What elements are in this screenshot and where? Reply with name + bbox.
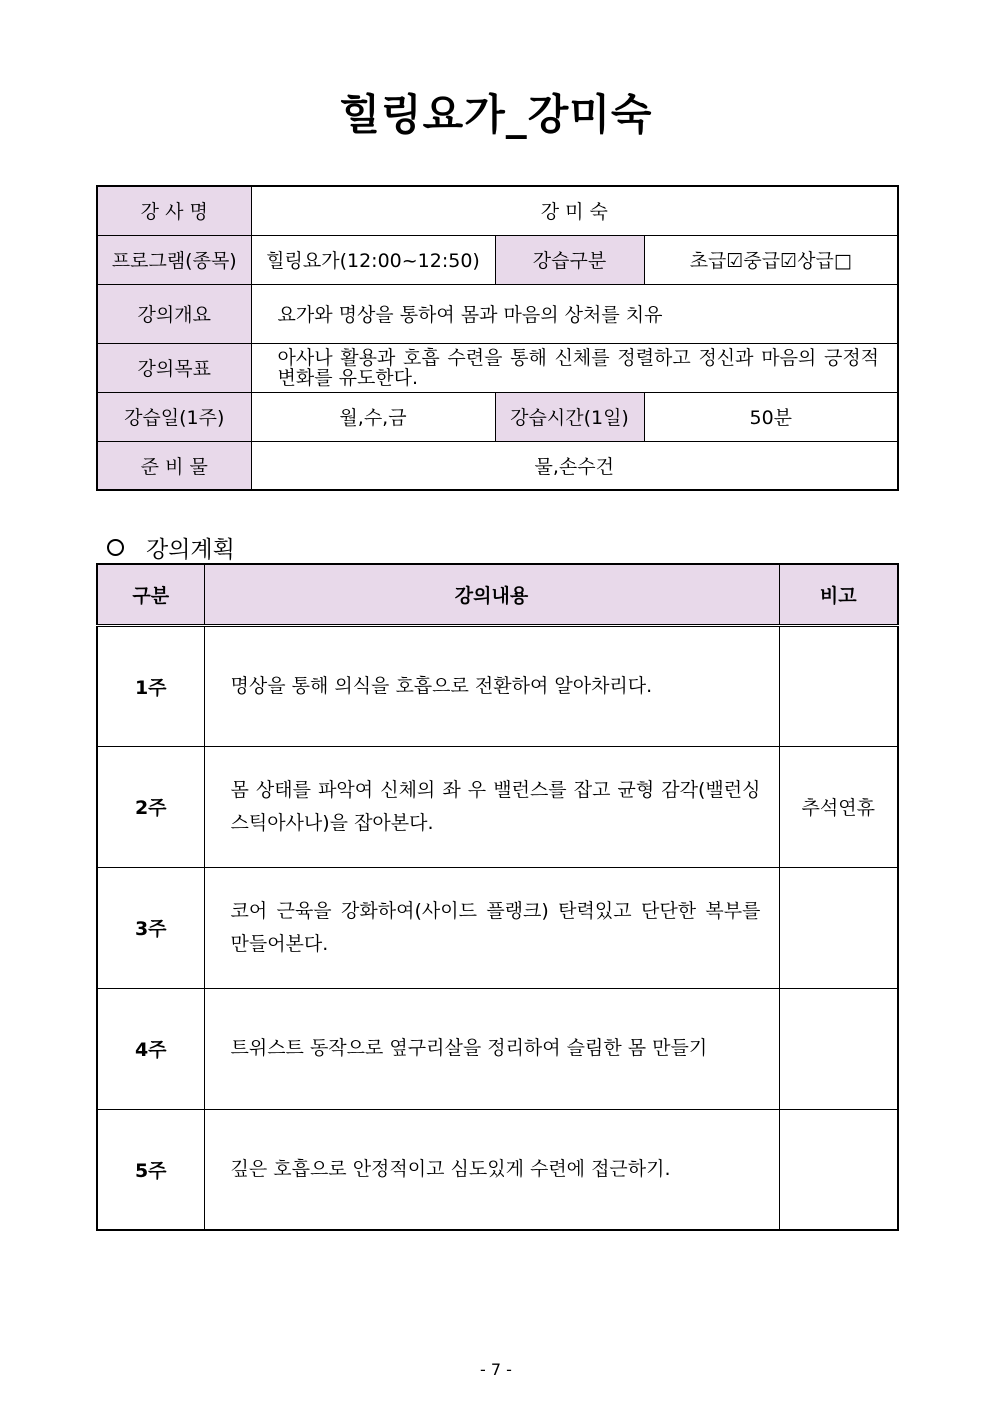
instructor-value: 강 미 숙 [251, 186, 898, 235]
week-cell: 3주 [97, 867, 204, 988]
plan-section-heading [107, 531, 235, 564]
schedule-row [97, 392, 898, 441]
content-cell: 코어 근육을 강화하여(사이드 플랭크) 탄력있고 단단한 복부를 만들어본다. [204, 867, 779, 988]
table-row [97, 988, 898, 1109]
duration-label: 강습시간(1일) [495, 392, 644, 441]
supplies-label: 준 비 물 [97, 441, 251, 490]
header-note: 비고 [779, 564, 898, 625]
table-row [97, 625, 898, 746]
plan-header-row [97, 564, 898, 625]
content-cell: 명상을 통해 의식을 호흡으로 전환하여 알아차리다. [204, 625, 779, 746]
table-row [97, 867, 898, 988]
table-row [97, 746, 898, 867]
content-cell: 몸 상태를 파악여 신체의 좌 우 밸런스를 잡고 균형 감각(밸런싱 스틱아사나)을 잡아본다. [204, 746, 779, 867]
note-cell [779, 1109, 898, 1230]
week-cell: 1주 [97, 625, 204, 746]
note-cell [779, 867, 898, 988]
note-cell: 추석연휴 [779, 746, 898, 867]
days-label: 강습일(1주) [97, 392, 251, 441]
header-week: 구분 [97, 564, 204, 625]
course-info-table [96, 185, 899, 491]
program-value: 힐링요가(12:00~12:50) [251, 235, 495, 284]
lesson-plan-table [96, 563, 899, 1231]
program-row [97, 235, 898, 284]
goal-label: 강의목표 [97, 343, 251, 392]
plan-section-title: 강의계획 [146, 537, 235, 563]
program-label: 프로그램(종목) [97, 235, 251, 284]
instructor-row [97, 186, 898, 235]
level-value: 초급☑중급☑상급□ [644, 235, 898, 284]
note-cell [779, 988, 898, 1109]
overview-value: 요가와 명상을 통하여 몸과 마음의 상처를 치유 [251, 284, 898, 343]
table-row [97, 1109, 898, 1230]
circle-bullet-icon [107, 539, 124, 556]
supplies-value: 물,손수건 [251, 441, 898, 490]
supplies-row [97, 441, 898, 490]
page-number: - 7 - [480, 1360, 512, 1379]
overview-row [97, 284, 898, 343]
overview-label: 강의개요 [97, 284, 251, 343]
page-title: 힐링요가_강미숙 [339, 90, 653, 139]
content-cell: 깊은 호흡으로 안정적이고 심도있게 수련에 접근하기. [204, 1109, 779, 1230]
note-cell [779, 625, 898, 746]
header-content: 강의내용 [204, 564, 779, 625]
days-value: 월,수,금 [251, 392, 495, 441]
week-cell: 2주 [97, 746, 204, 867]
week-cell: 5주 [97, 1109, 204, 1230]
content-cell: 트위스트 동작으로 옆구리살을 정리하여 슬림한 몸 만들기 [204, 988, 779, 1109]
instructor-label: 강 사 명 [97, 186, 251, 235]
week-cell: 4주 [97, 988, 204, 1109]
goal-row [97, 343, 898, 392]
level-label: 강습구분 [495, 235, 644, 284]
duration-value: 50분 [644, 392, 898, 441]
goal-value: 아사나 활용과 호흡 수련을 통해 신체를 정렬하고 정신과 마음의 긍정적 변화를 유도한다. [251, 343, 898, 392]
